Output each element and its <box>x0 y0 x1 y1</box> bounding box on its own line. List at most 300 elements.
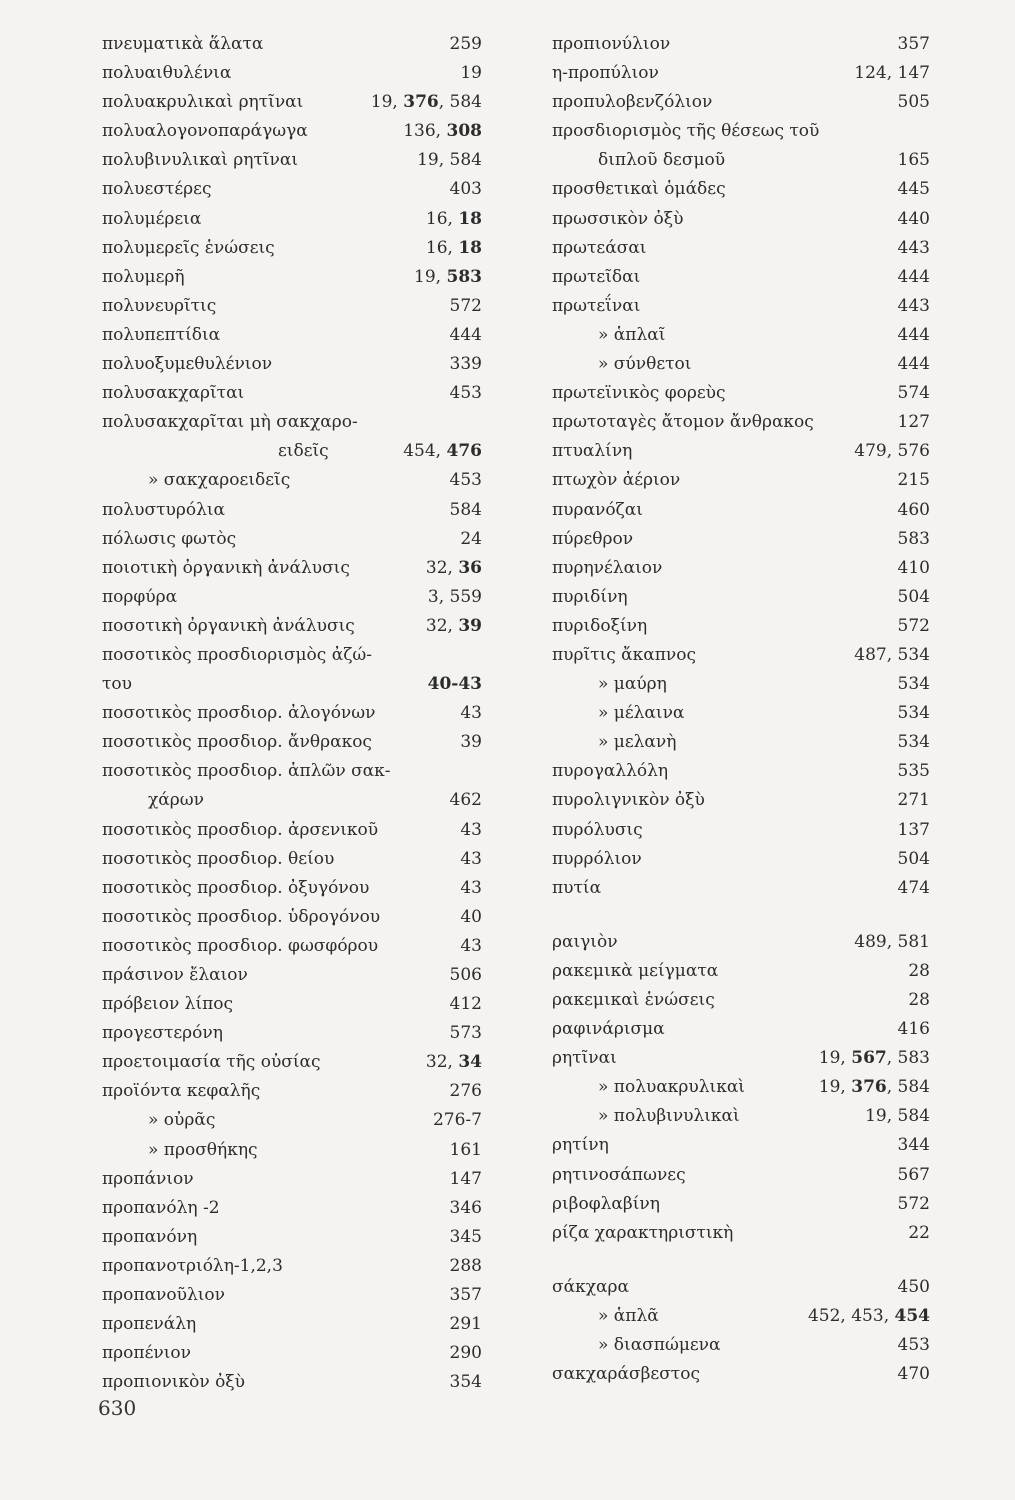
index-pages <box>460 699 482 728</box>
index-pages <box>898 583 930 612</box>
page-ref: 452, 453, <box>807 1305 895 1326</box>
index-pages <box>898 874 930 903</box>
page-ref-bold: 376 <box>851 1077 887 1098</box>
index-entry <box>552 1273 930 1302</box>
page-ref: 276 <box>449 1081 482 1102</box>
page-ref: 28 <box>908 960 930 981</box>
index-pages <box>898 379 930 408</box>
index-pages <box>819 1044 930 1073</box>
index-entry <box>552 1219 930 1248</box>
index-entry <box>552 1302 930 1331</box>
index-term: πύρεθρον <box>552 528 634 549</box>
page-ref: 32, <box>425 557 459 578</box>
page-ref: 460 <box>897 499 930 520</box>
index-pages <box>426 1048 482 1077</box>
index-pages <box>414 263 482 292</box>
index-column-left <box>102 30 482 1397</box>
index-pages <box>898 30 930 59</box>
page-ref: 444 <box>897 266 930 287</box>
page-ref: 412 <box>449 994 482 1015</box>
page-ref-bold: 36 <box>458 557 482 578</box>
index-term: πυτία <box>552 877 602 898</box>
index-entry <box>552 1161 930 1190</box>
page-ref: 416 <box>897 1019 930 1040</box>
index-entry <box>102 728 482 757</box>
page-ref: 440 <box>897 208 930 229</box>
index-entry <box>552 205 930 234</box>
page-ref: 357 <box>449 1285 482 1306</box>
index-pages <box>898 234 930 263</box>
index-entry <box>102 1106 482 1135</box>
index-pages <box>898 757 930 786</box>
page-ref: 504 <box>897 848 930 869</box>
index-pages <box>450 1368 482 1397</box>
index-term: ρίζα χαρακτηριστικὴ <box>552 1222 734 1243</box>
index-entry <box>102 786 482 815</box>
page-ref: 489, 581 <box>854 931 930 952</box>
page-ref: 462 <box>449 790 482 811</box>
page-ref: 470 <box>897 1364 930 1385</box>
index-entry <box>552 1073 930 1102</box>
index-pages <box>898 612 930 641</box>
page-ref: 32, <box>425 615 459 636</box>
index-term: » μαύρη <box>598 674 667 695</box>
page-ref: 572 <box>897 615 930 636</box>
index-entry <box>552 496 930 525</box>
index-entry <box>102 1136 482 1165</box>
index-pages <box>460 525 482 554</box>
index-term: » οὐρᾶς <box>148 1110 216 1131</box>
page-ref: 3, 559 <box>427 586 482 607</box>
index-entry <box>102 379 482 408</box>
index-entry <box>552 612 930 641</box>
index-entry <box>552 146 930 175</box>
index-pages <box>898 699 930 728</box>
index-term: ποσοτικὸς προσδιορ. ὑδρογόνου <box>102 906 381 927</box>
index-term: ραιγιὸν <box>552 931 618 952</box>
index-entry <box>102 321 482 350</box>
index-pages <box>460 932 482 961</box>
index-entry <box>552 816 930 845</box>
page-ref: 43 <box>460 848 482 869</box>
page-ref: 28 <box>908 990 930 1010</box>
index-entry <box>102 1339 482 1368</box>
index-entry <box>552 525 930 554</box>
page-ref: 291 <box>449 1314 482 1335</box>
index-term: πορφύρα <box>102 586 178 607</box>
index-pages <box>898 845 930 874</box>
index-term: πνευματικὰ ἅλατα <box>102 34 264 54</box>
page-number: 630 <box>98 1396 137 1420</box>
index-entry <box>102 1281 482 1310</box>
index-entry <box>102 1310 482 1339</box>
index-entry <box>552 30 930 59</box>
index-entry <box>102 641 482 670</box>
index-pages <box>908 957 930 986</box>
index-pages <box>865 1102 930 1131</box>
page-ref: 271 <box>897 790 930 811</box>
page-ref: 161 <box>449 1139 482 1160</box>
index-term: πολυμερῆ <box>102 266 185 287</box>
index-entry <box>102 1368 482 1397</box>
index-term: πυριδίνη <box>552 586 628 607</box>
index-entry <box>102 408 482 437</box>
index-pages <box>898 1161 930 1190</box>
index-term: πολυοξυμεθυλένιον <box>102 354 273 375</box>
index-term: πρωτεΐναι <box>552 295 641 316</box>
page-ref: 22 <box>908 1222 930 1243</box>
index-term: προπανόνη <box>102 1226 198 1247</box>
page-ref: 276-7 <box>432 1110 482 1131</box>
index-entry <box>102 903 482 932</box>
page-ref-bold: 308 <box>446 121 482 142</box>
index-term: του <box>102 674 132 695</box>
index-term: ποσοτικὸς προσδιορ. ἀρσενικοῦ <box>102 819 379 840</box>
index-term: » σακχαροειδεῖς <box>148 470 291 491</box>
index-term: προσδιορισμὸς τῆς θέσεως τοῦ <box>552 121 820 142</box>
index-entry <box>552 234 930 263</box>
index-term: » μέλαινα <box>598 703 685 724</box>
page-ref: 479, 576 <box>854 441 930 462</box>
index-entry <box>552 1190 930 1219</box>
page-ref: 39 <box>460 732 482 753</box>
index-entry <box>552 583 930 612</box>
index-entry <box>102 175 482 204</box>
index-entry <box>102 1223 482 1252</box>
index-term: πολυμερεῖς ἑνώσεις <box>102 237 275 258</box>
page-ref: , 583 <box>886 1048 930 1069</box>
index-pages <box>460 59 482 88</box>
index-pages <box>908 986 930 1015</box>
page-ref: 165 <box>897 150 930 171</box>
page-ref: 137 <box>897 819 930 840</box>
page-ref: 535 <box>897 761 930 782</box>
index-entry <box>102 612 482 641</box>
index-pages <box>450 1310 482 1339</box>
index-entry <box>102 583 482 612</box>
index-entry <box>102 554 482 583</box>
index-pages <box>898 1360 930 1389</box>
index-entry <box>552 59 930 88</box>
index-pages <box>898 728 930 757</box>
index-entry <box>552 903 930 928</box>
index-pages <box>898 1331 930 1360</box>
index-pages <box>450 1194 482 1223</box>
index-entry <box>552 986 930 1015</box>
index-pages <box>898 496 930 525</box>
index-term: ρακεμικὰ μείγματα <box>552 960 719 981</box>
index-pages <box>898 146 930 175</box>
index-term: προπυλοβενζόλιον <box>552 92 713 113</box>
index-term: ποσοτικὸς προσδιορ. ἀλογόνων <box>102 703 376 724</box>
page-ref-bold: 39 <box>458 615 482 636</box>
index-term: σακχαράσβεστος <box>552 1364 700 1385</box>
index-pages <box>450 496 482 525</box>
page-ref: 259 <box>449 34 482 54</box>
index-entry <box>102 263 482 292</box>
index-pages <box>403 117 482 146</box>
index-term: πολυμέρεια <box>102 208 202 229</box>
page-ref: 573 <box>449 1023 482 1044</box>
index-pages <box>450 466 482 495</box>
page-ref: 574 <box>897 383 930 404</box>
index-pages <box>898 786 930 815</box>
index-pages <box>450 292 482 321</box>
index-pages <box>450 786 482 815</box>
index-pages <box>898 88 930 117</box>
page-ref: 474 <box>897 877 930 898</box>
index-pages <box>450 1223 482 1252</box>
index-entry <box>552 321 930 350</box>
index-pages <box>898 263 930 292</box>
index-term: προπιονύλιον <box>552 34 671 54</box>
page-ref: 453 <box>449 470 482 491</box>
page-ref: 443 <box>897 237 930 258</box>
index-term: πολυαλογονοπαράγωγα <box>102 121 308 142</box>
page-ref: 487, 534 <box>854 644 930 665</box>
index-term: προγεστερόνη <box>102 1023 223 1044</box>
index-term: προπάνιον <box>102 1168 194 1189</box>
page-ref: 584 <box>449 499 482 520</box>
index-term: πρωτεϊνικὸς φορεὺς <box>552 383 726 404</box>
index-term: πολυστυρόλια <box>102 499 226 520</box>
index-term: πολυακρυλικαὶ ρητῖναι <box>102 92 304 113</box>
index-term: » ἁπλᾶ <box>598 1305 659 1326</box>
index-term: πυριδοξίνη <box>552 615 648 636</box>
index-column-right <box>552 30 930 1389</box>
page-ref: 19, <box>818 1048 852 1069</box>
index-pages <box>908 1219 930 1248</box>
index-entry <box>102 1165 482 1194</box>
index-pages <box>450 1136 482 1165</box>
page-ref: 450 <box>897 1276 930 1297</box>
index-entry <box>552 117 930 146</box>
index-term: πυρολιγνικὸν ὀξὺ <box>552 790 705 811</box>
index-term: πτυαλίνη <box>552 441 633 462</box>
index-entry <box>552 379 930 408</box>
index-entry <box>552 88 930 117</box>
index-term: ρητινοσάπωνες <box>552 1164 686 1185</box>
page-ref: 505 <box>897 92 930 113</box>
index-term: » πολυακρυλικαὶ <box>598 1077 745 1098</box>
page-ref: 443 <box>897 295 930 316</box>
page-ref-bold: 18 <box>458 237 482 258</box>
page-ref: 290 <box>449 1343 482 1364</box>
page-ref: 345 <box>449 1226 482 1247</box>
index-entry <box>552 1102 930 1131</box>
index-entry <box>102 699 482 728</box>
index-term: ειδεῖς <box>278 441 329 462</box>
index-entry <box>102 932 482 961</box>
page-ref-bold: 40-43 <box>427 674 482 695</box>
index-term: ποσοτικὸς προσδιορ. ἁπλῶν σακ- <box>102 761 391 782</box>
page-ref-bold: 34 <box>458 1052 482 1073</box>
index-pages <box>450 1165 482 1194</box>
index-entry <box>552 957 930 986</box>
index-pages <box>898 670 930 699</box>
index-entry <box>552 408 930 437</box>
index-term: ποσοτικὸς προσδιορισμὸς ἀζώ- <box>102 644 373 665</box>
index-pages <box>450 321 482 350</box>
page-ref: 147 <box>449 1168 482 1189</box>
index-pages <box>898 408 930 437</box>
index-term: προπιονικὸν ὀξὺ <box>102 1372 246 1393</box>
index-pages <box>450 1339 482 1368</box>
index-term: πολυπεπτίδια <box>102 324 221 345</box>
index-entry <box>102 59 482 88</box>
page-ref: 572 <box>897 1193 930 1214</box>
index-pages <box>426 612 482 641</box>
index-pages <box>898 816 930 845</box>
page-ref: 506 <box>449 965 482 985</box>
page-ref: 444 <box>897 324 930 345</box>
page-ref: 454, <box>403 441 447 462</box>
page-ref-bold: 18 <box>458 208 482 229</box>
index-pages <box>898 321 930 350</box>
index-term: πράσινον ἔλαιον <box>102 965 248 985</box>
index-term: πολυσακχαρῖται μὴ σακχαρο- <box>102 412 358 433</box>
index-term: προϊόντα κεφαλῆς <box>102 1081 261 1102</box>
index-term: πυρογαλλόλη <box>552 761 669 782</box>
index-pages <box>898 525 930 554</box>
index-pages <box>898 175 930 204</box>
index-pages <box>854 437 930 466</box>
index-entry <box>552 292 930 321</box>
index-pages <box>898 1273 930 1302</box>
page-ref: 19, <box>370 92 404 113</box>
index-entry <box>102 1048 482 1077</box>
index-term: ριβοφλαβίνη <box>552 1193 660 1214</box>
index-term: » μελανὴ <box>598 732 677 753</box>
page-ref: 24 <box>460 528 482 549</box>
index-term: » προσθήκης <box>148 1139 258 1160</box>
index-entry <box>102 1019 482 1048</box>
index-term: ραφινάρισμα <box>552 1019 665 1040</box>
index-entry <box>552 845 930 874</box>
index-entry <box>552 874 930 903</box>
index-entry <box>552 1015 930 1044</box>
index-term: πρωτεάσαι <box>552 237 647 258</box>
index-entry <box>102 1077 482 1106</box>
index-term: προπανοῦλιον <box>102 1285 225 1306</box>
page-ref: , 584 <box>438 92 482 113</box>
page-ref: 124, 147 <box>854 63 930 84</box>
index-entry <box>102 146 482 175</box>
index-pages <box>450 175 482 204</box>
index-term: πρωτεῖδαι <box>552 266 641 287</box>
index-entry <box>102 437 482 466</box>
index-pages <box>898 350 930 379</box>
page-ref: 453 <box>897 1335 930 1356</box>
page-ref: 534 <box>897 732 930 753</box>
index-entry <box>552 1248 930 1273</box>
index-term: ρητίνη <box>552 1135 609 1156</box>
index-term: ποιοτικὴ ὀργανικὴ ἀνάλυσις <box>102 557 350 578</box>
index-term: προπένιον <box>102 1343 191 1364</box>
page-ref: 40 <box>460 906 482 927</box>
index-pages <box>450 1252 482 1281</box>
index-pages <box>426 554 482 583</box>
index-pages <box>854 59 930 88</box>
page-ref: 410 <box>897 557 930 578</box>
index-pages <box>426 234 482 263</box>
index-pages <box>371 88 482 117</box>
index-term: πρόβειον λίπος <box>102 994 234 1015</box>
page-ref: 19, 584 <box>865 1106 930 1127</box>
index-term: ρητῖναι <box>552 1048 617 1069</box>
index-term: χάρων <box>148 790 204 811</box>
page-ref: 43 <box>460 703 482 724</box>
index-entry <box>102 961 482 990</box>
page-ref: 288 <box>449 1255 482 1276</box>
index-pages <box>460 816 482 845</box>
index-term: προπανόλη -2 <box>102 1197 220 1218</box>
page-ref: 339 <box>449 354 482 375</box>
index-term: πυρόλυσις <box>552 819 643 840</box>
index-term: πολυνευρῖτις <box>102 295 217 316</box>
index-term: προπανοτριόλη-1,2,3 <box>102 1255 283 1276</box>
page-ref: 354 <box>449 1372 482 1393</box>
index-pages <box>854 641 930 670</box>
page-ref: 19, 584 <box>417 150 482 171</box>
index-term: ποσοτικὸς προσδιορ. φωσφόρου <box>102 935 379 956</box>
index-term: σάκχαρα <box>552 1276 629 1297</box>
index-entry <box>552 928 930 957</box>
index-entry <box>102 670 482 699</box>
index-entry <box>102 205 482 234</box>
page-ref-bold: 454 <box>894 1305 930 1326</box>
index-term: η-προπύλιον <box>552 63 659 84</box>
page-ref: 534 <box>897 674 930 695</box>
index-term: πυρηνέλαιον <box>552 557 663 578</box>
index-pages <box>460 845 482 874</box>
index-pages <box>450 350 482 379</box>
index-entry <box>552 670 930 699</box>
index-pages <box>450 30 482 59</box>
index-term: πολυβινυλικαὶ ρητῖναι <box>102 150 299 171</box>
index-entry <box>552 350 930 379</box>
index-pages <box>450 379 482 408</box>
index-pages <box>450 990 482 1019</box>
index-term: ποσοτικὴ ὀργανικὴ ἀνάλυσις <box>102 615 355 636</box>
index-pages <box>898 466 930 495</box>
index-entry <box>102 292 482 321</box>
index-entry <box>102 117 482 146</box>
page-ref: 16, <box>425 208 459 229</box>
page-ref: 403 <box>449 179 482 200</box>
index-entry <box>102 30 482 59</box>
index-pages <box>898 205 930 234</box>
page-ref: , 584 <box>886 1077 930 1098</box>
index-entry <box>102 990 482 1019</box>
index-entry <box>102 757 482 786</box>
index-entry <box>552 1044 930 1073</box>
index-entry <box>102 525 482 554</box>
page-ref: 136, <box>403 121 447 142</box>
page-ref: 583 <box>897 528 930 549</box>
index-term: » σύνθετοι <box>598 354 692 375</box>
index-term: » πολυβινυλικαὶ <box>598 1106 740 1127</box>
page-ref: 567 <box>897 1164 930 1185</box>
index-entry <box>102 496 482 525</box>
index-pages <box>898 1190 930 1219</box>
index-pages <box>403 437 482 466</box>
index-term: πολυαιθυλένια <box>102 63 232 84</box>
index-term: πολυεστέρες <box>102 179 212 200</box>
index-entry <box>552 263 930 292</box>
index-term: πολυσακχαρῖται <box>102 383 245 404</box>
index-pages <box>428 670 482 699</box>
